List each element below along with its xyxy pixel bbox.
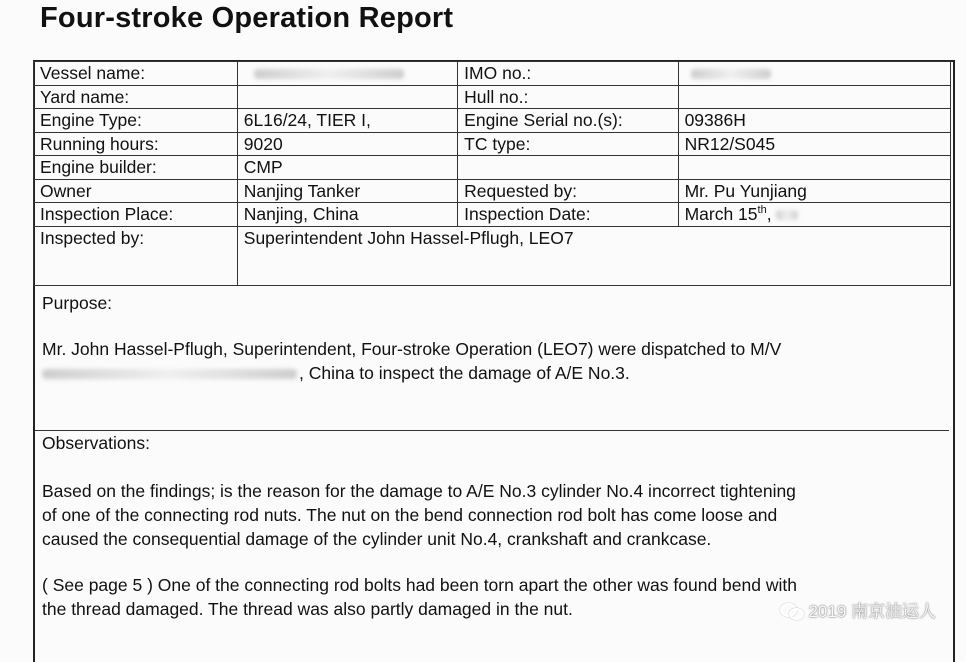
table-row xyxy=(34,179,951,203)
value-hull-no xyxy=(678,85,950,109)
table-row xyxy=(34,62,951,86)
info-table xyxy=(33,61,951,286)
purpose-section xyxy=(35,290,949,431)
label-engine-type: Engine Type: xyxy=(34,109,238,133)
empty-cell xyxy=(678,156,950,180)
value-engine-type: 6L16/24, TIER I, xyxy=(237,109,457,133)
table-row xyxy=(34,203,951,227)
value-yard-name xyxy=(237,85,457,109)
value-vessel-name xyxy=(237,62,457,86)
value-inspection-place: Nanjing, China xyxy=(237,203,457,227)
label-tc-type: TC type: xyxy=(458,132,678,156)
purpose-line-2-text: , China to inspect the damage of A/E No.3. xyxy=(299,363,630,383)
label-inspected-by: Inspected by: xyxy=(34,226,238,285)
table-row xyxy=(34,226,951,285)
wechat-icon xyxy=(780,601,804,619)
redacted-text xyxy=(691,69,771,79)
label-vessel-name: Vessel name: xyxy=(34,62,238,86)
label-hull-no: Hull no.: xyxy=(458,85,678,109)
label-owner: Owner xyxy=(34,179,238,203)
value-imo-no xyxy=(678,62,950,86)
label-inspection-place: Inspection Place: xyxy=(34,203,238,227)
table-row xyxy=(34,156,951,180)
redacted-text xyxy=(776,210,798,220)
label-inspection-date: Inspection Date: xyxy=(458,203,678,227)
table-row xyxy=(34,109,951,133)
table-row xyxy=(34,132,951,156)
value-tc-type: NR12/S045 xyxy=(678,132,950,156)
observation-line: the thread damaged. The thread was also partly damaged in the nut. xyxy=(42,599,573,619)
watermark-text: 2019 南京油运人 xyxy=(808,602,936,621)
label-engine-builder: Engine builder: xyxy=(34,156,238,180)
observations-paragraph-1 xyxy=(42,479,942,551)
table-row xyxy=(34,85,951,109)
date-tail: , xyxy=(766,204,772,224)
observation-line: of one of the connecting rod nuts. The nut on the bend connection rod bolt has come loose and xyxy=(42,505,778,525)
value-running-hours: 9020 xyxy=(237,132,457,156)
observation-line: ( See page 5 ) One of the connecting rod bolts had been torn apart the other was found bend with xyxy=(42,575,797,595)
date-text: March 15 xyxy=(684,204,758,224)
label-running-hours: Running hours: xyxy=(34,132,238,156)
label-imo-no: IMO no.: xyxy=(458,62,678,86)
observations-heading: Observations: xyxy=(42,433,150,453)
value-requested-by: Mr. Pu Yunjiang xyxy=(678,179,950,203)
watermark xyxy=(780,597,936,622)
redacted-text xyxy=(42,369,297,379)
value-owner: Nanjing Tanker xyxy=(237,179,457,203)
redacted-text xyxy=(254,69,404,79)
value-engine-builder: CMP xyxy=(237,156,457,180)
value-engine-serial: 09386H xyxy=(678,109,950,133)
value-inspection-date xyxy=(678,203,950,227)
label-requested-by: Requested by: xyxy=(458,179,678,203)
purpose-heading: Purpose: xyxy=(42,293,113,313)
purpose-line-2 xyxy=(42,361,942,385)
label-engine-serial: Engine Serial no.(s): xyxy=(458,109,678,133)
empty-cell xyxy=(458,156,678,180)
value-inspected-by: Superintendent John Hassel-Pflugh, LEO7 xyxy=(237,226,950,285)
report-title: Four-stroke Operation Report xyxy=(40,2,454,34)
purpose-line-1: Mr. John Hassel-Pflugh, Superintendent, Four-stroke Operation (LEO7) were dispatched to M/V xyxy=(42,339,782,359)
date-suffix: th xyxy=(757,204,767,217)
observation-line: caused the consequential damage of the cylinder unit No.4, crankshaft and crankcase. xyxy=(42,529,712,549)
purpose-text xyxy=(42,337,942,385)
label-yard-name: Yard name: xyxy=(34,85,238,109)
observation-line: Based on the findings; is the reason for the damage to A/E No.3 cylinder No.4 incorrect tightening xyxy=(42,481,796,501)
